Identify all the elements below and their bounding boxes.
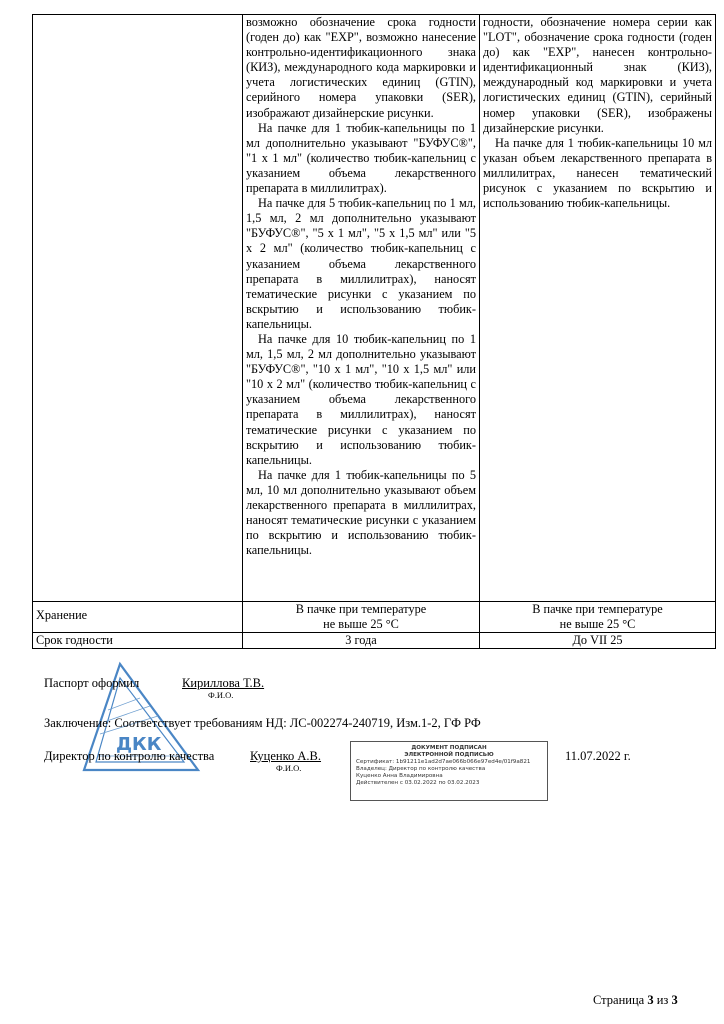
page-total: 3 <box>671 993 678 1007</box>
e-signature-stamp <box>350 741 548 801</box>
page-number <box>593 993 678 1007</box>
table-cell-label-empty <box>33 15 243 602</box>
director-name: Куценко А.В. <box>250 749 322 763</box>
paragraph: На пачке для 5 тюбик-капельниц по 1 мл, 1,5 мл, 2 мл дополнительно указывают "БУФУС®", "5 x 1 мл", "5 x 1,5 мл" или "5 x 2 мл" (количество тюбик-капельниц с указанием объема лекарственного препарата в миллилитрах), наносят тематические рисунки с указанием по вскрытию и использованию тюбик-капельницы. <box>246 196 476 331</box>
paragraph: На пачке для 1 тюбик-капельницы 10 мл указан объем лекарственного препарата в миллилитрах, нанесен тематический рисунок с указанием по вскрытию и использованию тюбик-капельницы. <box>483 135 712 211</box>
storage-col3-line2: не выше 25 °С <box>559 617 636 632</box>
e-signature-certificate: Сертификат: 1b91211e1ad2d7ae066b066e97ed4e/01f9a821 <box>356 759 531 765</box>
document-table <box>32 14 716 649</box>
e-signature-valid: Действителен с 03.02.2022 по 03.02.2023 <box>356 780 480 786</box>
paragraph: На пачке для 1 тюбик-капельницы по 5 мл, 10 мл дополнительно указывают объем лекарственного препарата в миллилитрах, наносят тематические рисунки с указанием по вскрытию и использованию тюбик-капельницы. <box>246 467 476 558</box>
page-of: из <box>656 993 669 1007</box>
storage-col2-line1: В пачке при температуре <box>295 602 427 616</box>
e-signature-owner: Владелец: Директор по контролю качества <box>356 766 486 772</box>
storage-col2 <box>243 602 480 633</box>
table-row-packaging <box>33 15 716 602</box>
shelf-life-label: Срок годности <box>33 633 243 649</box>
paragraph: На пачке для 10 тюбик-капельниц по 1 мл, 1,5 мл, 2 мл дополнительно указывают "БУФУС®", "10 x 1 мл", "10 x 1,5 мл" или "10 x 2 мл" (количество тюбик-капельниц с указанием объема лекарственного препарата в миллилитрах), наносят тематические рисунки с указанием по вскрытию и использованию тюбик-капельницы. <box>246 331 476 467</box>
shelf-life-col3: До VII 25 <box>480 633 716 649</box>
paragraph: На пачке для 1 тюбик-капельницы по 1 мл дополнительно указывают "БУФУС®", "1 x 1 мл" (количество тюбик-капельниц с указанием объема лекарственного препарата в миллилитрах). <box>246 120 476 196</box>
table-cell-col2-text <box>243 15 480 602</box>
fio-caption-2: Ф.И.О. <box>276 763 302 773</box>
page-current: 3 <box>647 993 654 1007</box>
table-row-shelf-life <box>33 633 716 649</box>
storage-col2-line2: не выше 25 °С <box>323 617 399 632</box>
table-row-storage <box>33 602 716 633</box>
director-label: Директор по контролю качества <box>44 749 215 763</box>
paragraph: годности, обозначение номера серии как "LOT", обозначение срока годности (годен до) как "EXP", нанесен контрольно-идентификационный знак (КИЗ), международный код маркировки и учета логистических единиц (GTIN), серийный номер упаковки (SER), изображены дизайнерские рисунки. <box>483 15 712 135</box>
fio-caption-1: Ф.И.О. <box>208 690 234 700</box>
page-label: Страница <box>593 993 645 1007</box>
paragraph: возможно обозначение срока годности (годен до) как "EXP", возможно нанесение контрольно-идентификационного знака (КИЗ), международного кода маркировки и учета логистических единиц (GTIN), серийного номера упаковки (SER), изображают дизайнерские рисунки. <box>246 15 476 120</box>
signature-date: 11.07.2022 г. <box>565 749 631 763</box>
e-signature-line1: ДОКУМЕНТ ПОДПИСАН <box>411 745 487 751</box>
table-cell-col3-text <box>480 15 716 602</box>
shelf-life-col2: 3 года <box>243 633 480 649</box>
storage-col3-line1: В пачке при температуре <box>532 602 663 616</box>
e-signature-owner-name: Куценко Анна Владимировна <box>356 773 443 779</box>
conclusion-text: Заключение: Соответствует требованиям НД: ЛС-002274-240719, Изм.1-2, ГФ РФ <box>44 716 481 730</box>
e-signature-line2: ЭЛЕКТРОННОЙ ПОДПИСЬЮ <box>404 752 494 758</box>
passport-name: Кириллова Т.В. <box>182 676 265 690</box>
storage-label: Хранение <box>33 602 243 633</box>
storage-col3 <box>480 602 716 633</box>
seal-text: ДКК <box>116 734 162 755</box>
passport-label: Паспорт оформил <box>44 676 140 690</box>
